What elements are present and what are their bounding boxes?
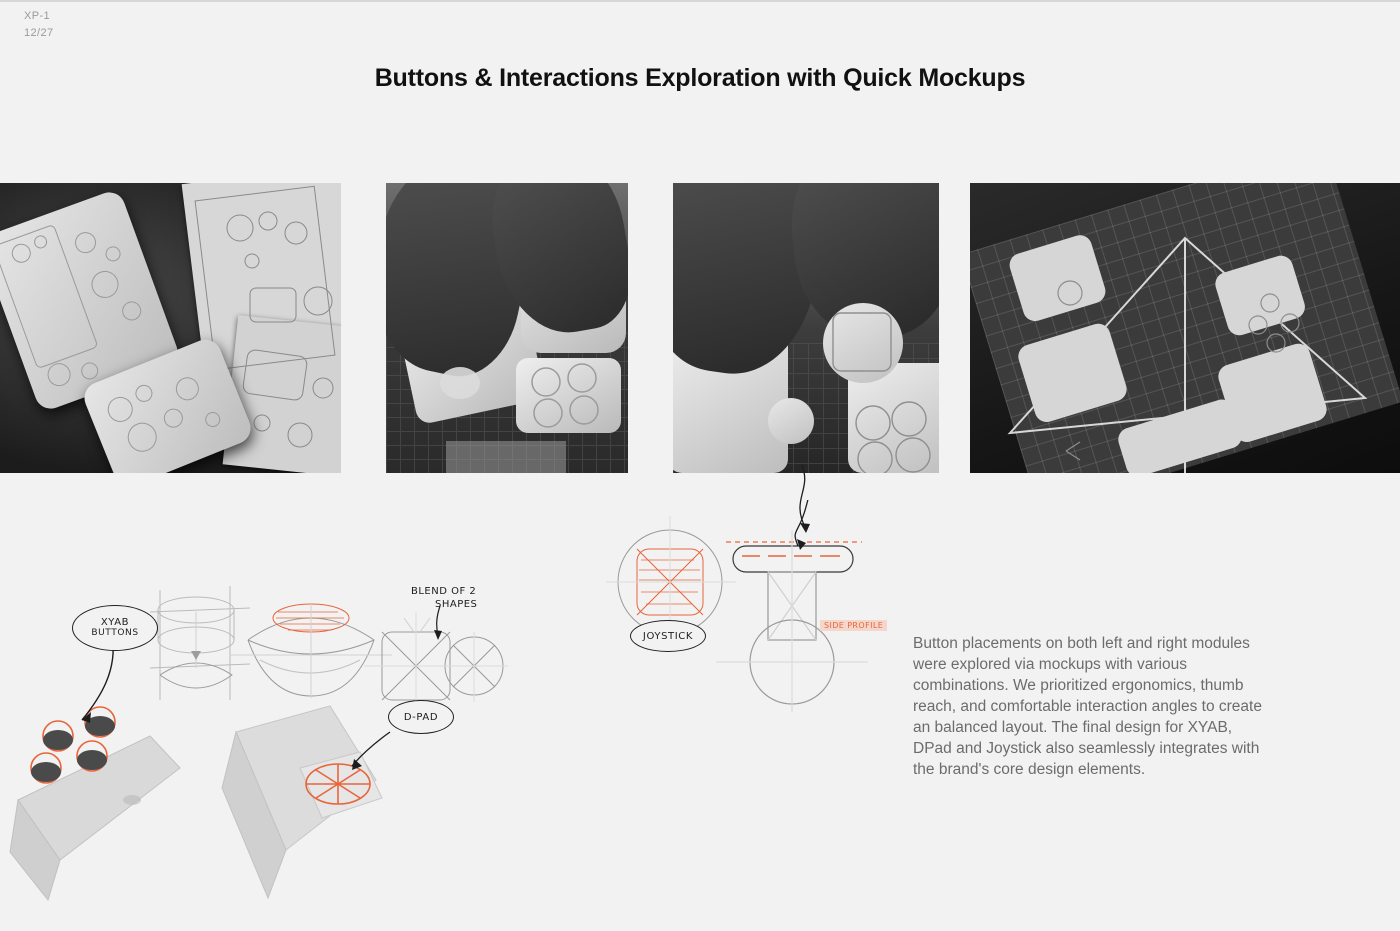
body-paragraph: Button placements on both left and right modules were explored via mockups with various combinations. We prioritized ergonomics, thumb reach, and comfortable interaction angles to create an balanced layout. The final design for XYAB, DPad and Joystick also seamlessly integrates with the brand's core design elements.: [913, 635, 1262, 778]
callout-dpad: [388, 700, 454, 734]
callout-dpad-label: D-PAD: [403, 711, 439, 723]
slide-id-page: 12/27: [24, 27, 54, 39]
connector-arrow: [760, 465, 920, 535]
callout-joystick: [630, 620, 706, 652]
photo-strip: [0, 183, 1400, 473]
photo-foam-mockups-and-sketches: [0, 183, 341, 473]
page-title: Buttons & Interactions Exploration with Quick Mockups: [374, 64, 1026, 92]
photo-hands-holding-round-mockup: [673, 183, 939, 473]
slide-id-code: XP-1: [24, 10, 51, 22]
blend-line1: BLEND OF 2: [411, 586, 477, 597]
top-divider: [0, 0, 1400, 2]
photo-modules-on-cutting-mat: [970, 183, 1400, 473]
callout-xyab-line2: BUTTONS: [91, 628, 139, 638]
label-side-profile: SIDE PROFILE: [820, 620, 887, 631]
blend-line2: SHAPES: [435, 599, 478, 610]
callout-joystick-label: JOYSTICK: [642, 630, 694, 642]
photo-hands-cutting-foam: [386, 183, 628, 473]
slide-id: [24, 8, 54, 42]
callout-xyab-buttons: [72, 605, 158, 651]
callout-xyab-line1: XYAB: [100, 617, 130, 628]
label-blend-of-2-shapes: [411, 585, 477, 611]
